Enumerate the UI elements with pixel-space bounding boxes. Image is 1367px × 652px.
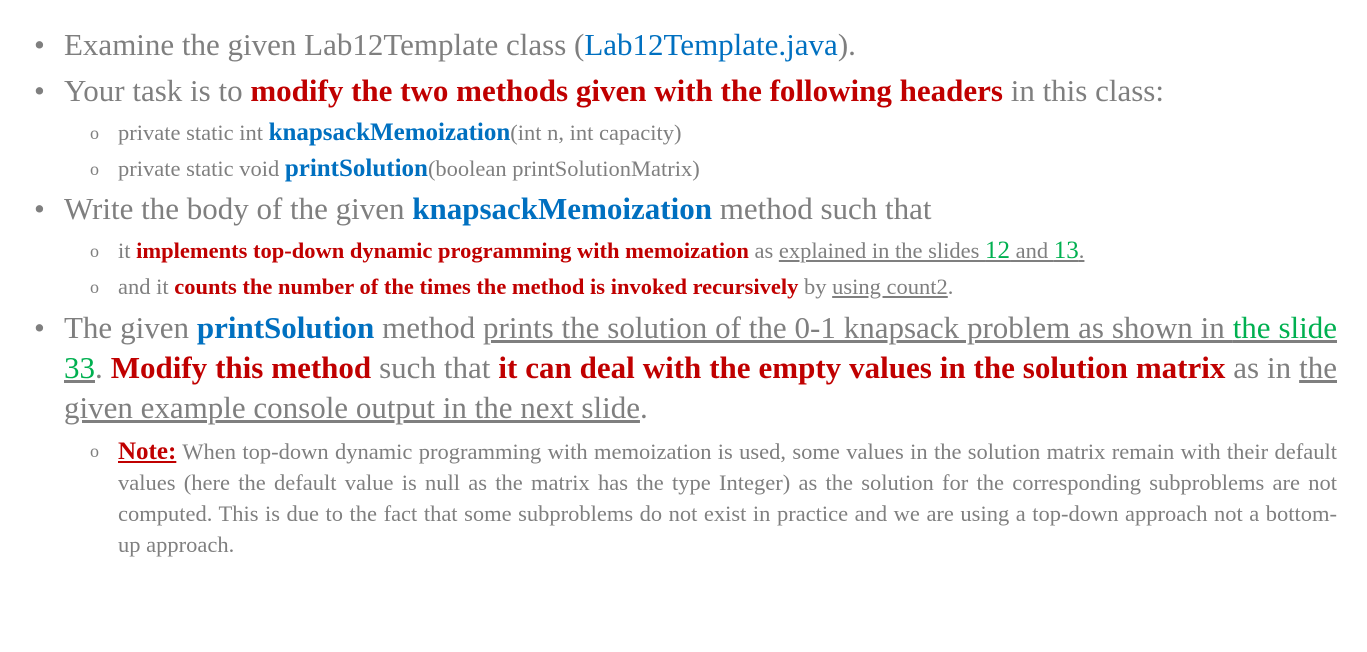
emphasis-text: modify the two methods given with the following headers [250, 73, 1003, 108]
emphasis-text: implements top-down dynamic programming with memoization [136, 238, 749, 263]
slide-33-link[interactable]: the slide 33 [64, 310, 1337, 385]
circle-outline-icon: o [90, 241, 99, 261]
text: such that [371, 350, 499, 385]
text: . [639, 390, 648, 425]
text: by [798, 274, 833, 299]
slide-13-link[interactable]: 13 [1053, 237, 1079, 264]
text: . [947, 274, 954, 299]
text: and [1010, 238, 1054, 263]
method-name: printSolution [284, 155, 428, 182]
circle-outline-icon: o [90, 441, 99, 461]
note-label: Note: [118, 438, 177, 465]
bullet-task [34, 72, 1337, 110]
bullet-examine-template [34, 26, 1337, 64]
method-name: knapsackMemoization [268, 119, 511, 146]
sub-bullet-counts [34, 272, 1337, 302]
circle-outline-icon: o [90, 277, 99, 297]
bullet-dot-icon: • [34, 310, 45, 345]
sub-bullet-knapsack-header [34, 118, 1337, 148]
sub-bullet-print-header [34, 154, 1337, 184]
slides-reference [779, 238, 1085, 263]
method-name: knapsackMemoization [412, 191, 712, 226]
method-name: printSolution [196, 310, 375, 345]
bullet-dot-icon: • [34, 73, 45, 108]
emphasis-text: it can deal with the empty values in the solution matrix [498, 350, 1226, 385]
console-output-reference: the given example console output in the next slide [64, 350, 1337, 425]
text: method such that [711, 191, 932, 226]
text: (int n, int capacity) [510, 120, 682, 145]
count2-reference: using count2 [832, 274, 948, 299]
sub-bullet-note [34, 436, 1337, 560]
text: Your task is to [64, 73, 251, 108]
note-text: When top-down dynamic programming with memoization is used, some values in the solution matrix remain with their default values (here the default value is null as the matrix has the type Integer) as the solution for the corresponding subproblems are not computed. This is due to the fact that some subproblems do not exist in practice and we are using a top-down approach not a bottom-up approach. [118, 439, 1337, 557]
template-file-link[interactable]: Lab12Template.java [584, 27, 838, 62]
text: private static int [118, 120, 269, 145]
text: prints the solution of the 0-1 knapsack problem as shown in [483, 310, 1233, 345]
text: explained in the slides [778, 238, 986, 263]
text: as in [1225, 350, 1300, 385]
text: . [1078, 238, 1085, 263]
text: as [748, 238, 779, 263]
text: (boolean printSolutionMatrix) [427, 156, 700, 181]
text: method [374, 310, 484, 345]
emphasis-text: counts the number of the times the method is invoked recursively [174, 274, 799, 299]
emphasis-text: Modify this method [110, 350, 372, 385]
text: ). [837, 27, 856, 62]
text: Write the body of the given [64, 191, 413, 226]
slide-12-link[interactable]: 12 [985, 237, 1011, 264]
bullet-write-body [34, 190, 1337, 228]
text: private static void [118, 156, 285, 181]
bullet-print-solution [34, 308, 1337, 428]
bullet-dot-icon: • [34, 191, 45, 226]
text: The given [64, 310, 197, 345]
text: Examine the given Lab12Template class ( [64, 27, 585, 62]
sub-bullet-implements [34, 236, 1337, 266]
bullet-dot-icon: • [34, 27, 45, 62]
text: it [118, 238, 137, 263]
text: in this class: [1002, 73, 1164, 108]
circle-outline-icon: o [90, 159, 99, 179]
circle-outline-icon: o [90, 123, 99, 143]
text: . [95, 350, 111, 385]
text: and it [118, 274, 175, 299]
